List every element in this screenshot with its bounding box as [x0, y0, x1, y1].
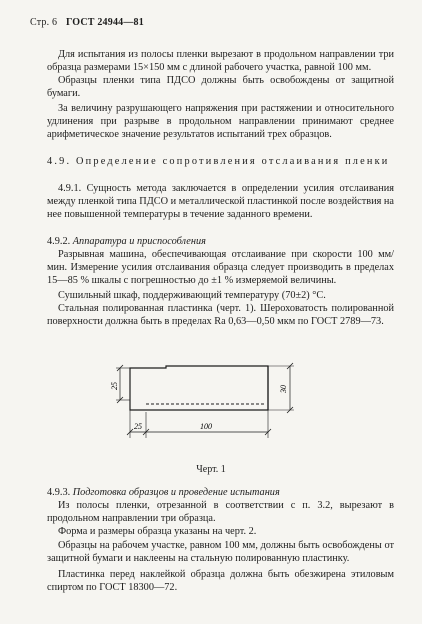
section-heading: [47, 155, 394, 168]
page-header: [30, 17, 144, 28]
section-number: 4.9.2.: [47, 236, 71, 247]
procedure-paragraphs: [47, 499, 394, 594]
section-number: 4.9.3.: [47, 487, 71, 498]
paragraph: Пластинка перед наклейкой образца должна быть обезжирена этиловым спиртом по ГОСТ 18300—72.: [47, 569, 394, 593]
section-heading: [47, 235, 394, 248]
paragraph: Стальная полированная пластинка (черт. 1). Шероховатость полированной поверхности должна быть в пределах Ra 0,63—0,50 мкм по ГОСТ 2789—73.: [47, 303, 394, 327]
section-heading: [47, 486, 394, 499]
figure-caption: Черт. 1: [196, 464, 226, 475]
section-title: Подготовка образцов и проведение испытания: [72, 487, 280, 498]
page-number: Стр. 6: [30, 17, 58, 28]
paragraph: За величину разрушающего напряжения при растяжении и относительного удлинения при разрыве в продольном направлении принимают среднее арифметическое значение результатов испытаний трех образцов.: [47, 103, 394, 140]
section-4-9-heading: [47, 155, 394, 168]
paragraph: Образцы пленки типа ПДСО должны быть освобождены от защитной бумаги.: [47, 75, 394, 99]
section-number: 4.9.: [47, 156, 72, 167]
dim-label-100-bottom: 100: [200, 422, 212, 431]
dim-label-30-right: 30: [279, 385, 288, 393]
section-4-9-2-heading: [47, 235, 394, 248]
dim-label-25-left: 25: [110, 382, 119, 390]
section-4-9-1: [47, 182, 394, 221]
apparatus-paragraphs: [47, 248, 394, 328]
paragraph: Сушильный шкаф, поддерживающий температуру (70±2) °С.: [58, 290, 326, 301]
paragraph: Из полосы пленки, отрезанной в соответствии с п. 3.2, вырезают в продольном направлении три образца.: [47, 500, 394, 524]
section-4-9-3-heading: [47, 486, 394, 499]
dim-label-25-bottom: 25: [134, 422, 142, 431]
plate-outline: [130, 366, 268, 410]
section-title: Определение сопротивления отслаивания пленки: [76, 156, 390, 167]
figure-1-plate-drawing: [108, 356, 308, 446]
plate-drawing: [108, 356, 308, 446]
paragraph: 4.9.1. Сущность метода заключается в определении усилия отслаивания между пленкой типа ПДСО и металлической пластинкой после воздействия на нее повышенной температуры в течение заданного времени.: [47, 183, 394, 220]
paragraph: Для испытания из полосы пленки вырезают в продольном направлении три образца размерами 15×150 мм с длиной рабочего участка, равной 100 мм.: [47, 49, 394, 73]
section-title: Аппаратура и приспособления: [72, 236, 206, 247]
intro-paragraphs: [47, 48, 394, 141]
paragraph: Разрывная машина, обеспечивающая отслаивание при скорости 100 мм/мин. Измерение усилия отслаивания образца следует производить в пределах 15—85 % шкалы с погрешностью до ±1 % измеряемой величины.: [47, 249, 394, 286]
paragraph: Образцы на рабочем участке, равном 100 мм, должны быть освобождены от защитной бумаги и наклеены на стальную полированную пластинку.: [47, 540, 394, 564]
standard-number: ГОСТ 24944—81: [65, 17, 144, 28]
paragraph: Форма и размеры образца указаны на черт. 2.: [58, 526, 257, 537]
